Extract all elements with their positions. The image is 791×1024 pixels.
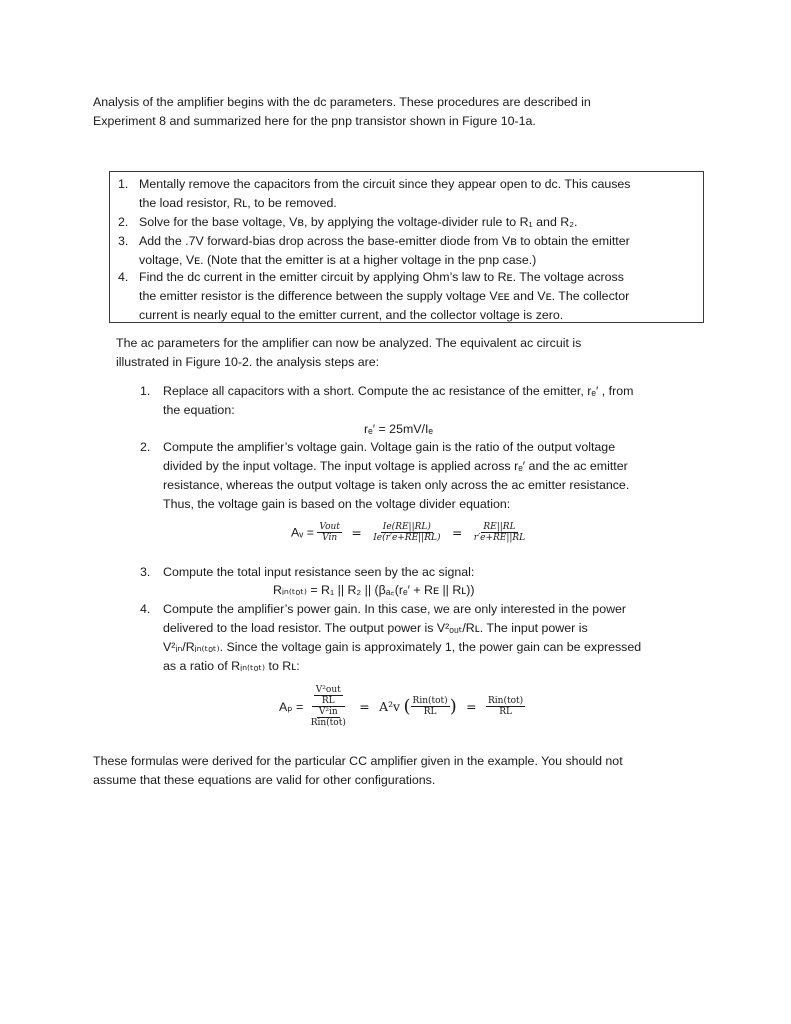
vout-over-vin: $\frac{\text{Vout}}{\text{Vin}}$ [319,522,340,543]
closing-line-1: These formulas were derived for the particular CC amplifier given in the example. You should not [93,754,623,768]
closing-line-2: assume that these equations are valid for other configurations. [93,773,436,787]
power-gain-equation: Aₚ = $\frac{\frac{\text{V²out}}{RL}}{\frac{\text{V²in}}{\text{Rin(tot)}}}$ = A²v ( $\frac{\text{Rin(tot)}}{RL}$ ) = $\frac{\text{Rin(tot)}}{RL}$ [279,685,524,728]
re-equation: rₑ′ = 25mV/Iₑ [364,422,434,436]
rin-over-rl: $\frac{\text{Rin(tot)}}{RL}$ [488,696,524,717]
rin-tot-equation: Rᵢₙ₍ₜₒₜ₎ = R₁ || R₂ || (βₐ꜀(rₑ′ + Rᴇ || Rʟ)) [273,583,475,597]
re-rl-fraction: $\frac{RE||RL}{r'e+RE||RL}$ [473,522,526,543]
ac-intro-line-1: The ac parameters for the amplifier can now be analyzed. The equivalent ac circuit is [116,336,582,350]
right-paren: ) [449,696,457,717]
ie-fraction: $\frac{Ie(RE||RL)}{Ie(r'e+RE||RL)}$ [373,522,441,543]
intro-line-1: Analysis of the amplifier begins with the dc parameters. These procedures are described in [93,95,591,109]
dc-steps-box: 1. Mentally remove the capacitors from the circuit since they appear open to dc. This causes the load resistor, Rʟ, to be removed. 2. Solve for the base voltage, Vʙ, by applying the voltage-divider rule to R₁ and R₂. 3. Add the .7V forward-bias drop across the base-emitter diode from Vʙ to obtain the emitter voltage, Vᴇ. (Note that the emitter is at a higher voltage in the pnp case.) 4. Find the dc current in the emitter circuit by applying Ohm’s law to Rᴇ. The voltage across the emitter resistor is the difference between the supply voltage Vᴇᴇ and Vᴇ. The collector current is nearly equal to the emitter current, and the collector voltage is zero. [109,171,704,323]
rin-over-rl-paren: $\frac{\text{Rin(tot)}}{RL}$ [412,696,448,717]
intro-line-2: Experiment 8 and summarized here for the pnp transistor shown in Figure 10-1a. [93,114,536,128]
left-paren: ( [403,696,411,717]
voltage-gain-equation: Aᵥ = $\frac{\text{Vout}}{\text{Vin}}$ = $\frac{Ie(RE||RL)}{Ie(r'e+RE||RL)}$ = $\frac{RE||RL}{r'e+RE||RL}$ [291,522,526,543]
compound-power-fraction: $\frac{\frac{\text{V²out}}{RL}}{\frac{\text{V²in}}{\text{Rin(tot)}}}$ [310,685,346,728]
ac-intro-line-2: illustrated in Figure 10-2. the analysis steps are: [116,355,380,369]
